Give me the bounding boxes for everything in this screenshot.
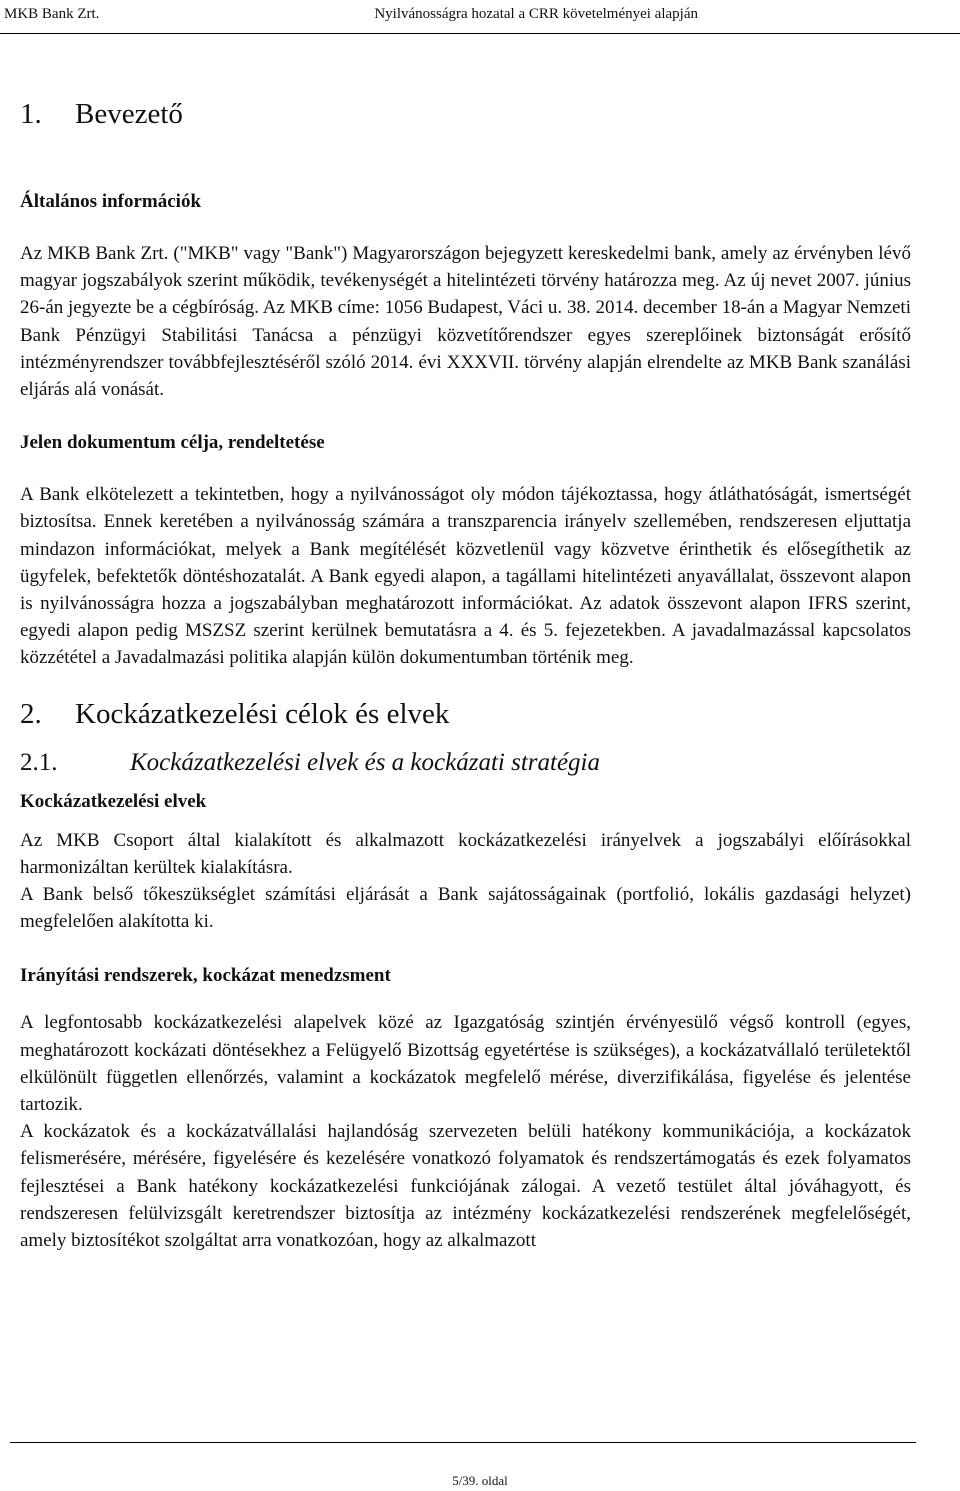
header-title: Nyilvánosságra hozatal a CRR követelményei alapján <box>374 6 698 22</box>
page-content <box>20 98 911 1254</box>
principles-paragraph-2: A Bank belső tőkeszükséglet számítási eljárását a Bank sajátosságainak (portfolió, lokális gazdasági helyzet) megfelelően alakította ki. <box>20 884 911 933</box>
principles-paragraph-1: Az MKB Csoport által kialakított és alkalmazott kockázatkezelési irányelvek a jogszabályi előírásokkal harmonizáltan kerültek kialakításra. <box>20 829 911 878</box>
section-1-number: 1. <box>20 98 42 130</box>
page-header <box>0 0 960 34</box>
section-1-heading <box>20 98 911 131</box>
section-2-heading <box>20 698 911 731</box>
section-1-title: Bevezető <box>75 98 183 130</box>
page-number: 5/39. oldal <box>452 1473 508 1488</box>
governance-heading: Irányítási rendszerek, kockázat menedzsment <box>20 965 391 987</box>
subsection-2-1-title: Kockázatkezelési elvek és a kockázati stratégia <box>130 748 600 776</box>
governance-paragraph-1: A legfontosabb kockázatkezelési alapelvek közé az Igazgatóság szintjén érvényesülő végső kontroll (egyes, meghatározott kockázati döntésekhez a Felügyelő Bizottság egyetértése is szükséges), a kockázatvállaló területektől elkülönült független ellenőrzés, valamint a kockázatok megfelelő mérése, diverzifikálása, figyelése és jelentése tartozik. <box>20 1012 911 1116</box>
header-rule <box>0 33 960 34</box>
governance-paragraph-2: A kockázatok és a kockázatvállalási hajlandóság szervezeten belüli hatékony kommunikációja, a kockázatok felismerésére, mérésére, figyelésére és kezelésére vonatkozó folyamatok és rendszertámogatás és ezek folyamatos fejlesztései a Bank hatékony kockázatkezelési funkciójának zálogai. A vezető testület által jóváhagyott, és rendszeresen felülvizsgált keretrendszer biztosítja az intézmény kockázatkezelési rendszerének megfelelőségét, amely biztosítékot szolgáltat arra vonatkozóan, hogy az alkalmazott <box>20 1121 911 1252</box>
general-info-heading: Általános információk <box>20 191 202 212</box>
subsection-2-1-heading <box>20 749 911 777</box>
section-2-title: Kockázatkezelési célok és elvek <box>75 697 450 730</box>
header-company: MKB Bank Zrt. <box>4 6 100 22</box>
subsection-2-1-number: 2.1. <box>20 748 58 776</box>
purpose-heading: Jelen dokumentum célja, rendeltetése <box>20 432 325 454</box>
section-2-number: 2. <box>20 697 42 730</box>
purpose-paragraph: A Bank elkötelezett a tekintetben, hogy a nyilvánosságot oly módon tájékoztassa, hogy átláthatóságát, ismertségét biztosítsa. Ennek keretében a nyilvánosság számára a transzparencia irányelv szellemében, rendszeresen eljuttatja mindazon információkat, melyek a Bank megítélését közvetlenül vagy közvetve érinthetik és elősegíthetik az ügyfelek, befektetők döntéshozatalát. A Bank egyedi alapon, a tagállami hitelintézeti anyavállalat, összevont alapon is nyilvánosságra hozza a jogszabályban meghatározott információkat. Az adatok összevont alapon IFRS szerint, egyedi alapon pedig MSZSZ szerint kerülnek bemutatásra a 4. és 5. fejezetekben. A javadalmazással kapcsolatos közzététel a Javadalmazási politika alapján külön dokumentumban történik meg. <box>20 484 911 669</box>
footer-rule <box>10 1442 916 1443</box>
general-info-paragraph: Az MKB Bank Zrt. ("MKB" vagy "Bank") Magyarországon bejegyzett kereskedelmi bank, amely az érvényben lévő magyar jogszabályok szerint működik, tevékenységét a hitelintézeti törvény határozza meg. Az új nevet 2007. június 26-án jegyezte be a cégbíróság. Az MKB címe: 1056 Budapest, Váci u. 38. 2014. december 18-án a Magyar Nemzeti Bank Pénzügyi Stabilitási Tanácsa a pénzügyi közvetítőrendszer egyes szereplőinek biztonságát erősítő intézményrendszer továbbfejlesztéséről szóló 2014. évi XXXVII. törvény alapján elrendelte az MKB Bank szanálási eljárás alá vonását. <box>20 243 911 401</box>
principles-heading: Kockázatkezelési elvek <box>20 790 207 812</box>
